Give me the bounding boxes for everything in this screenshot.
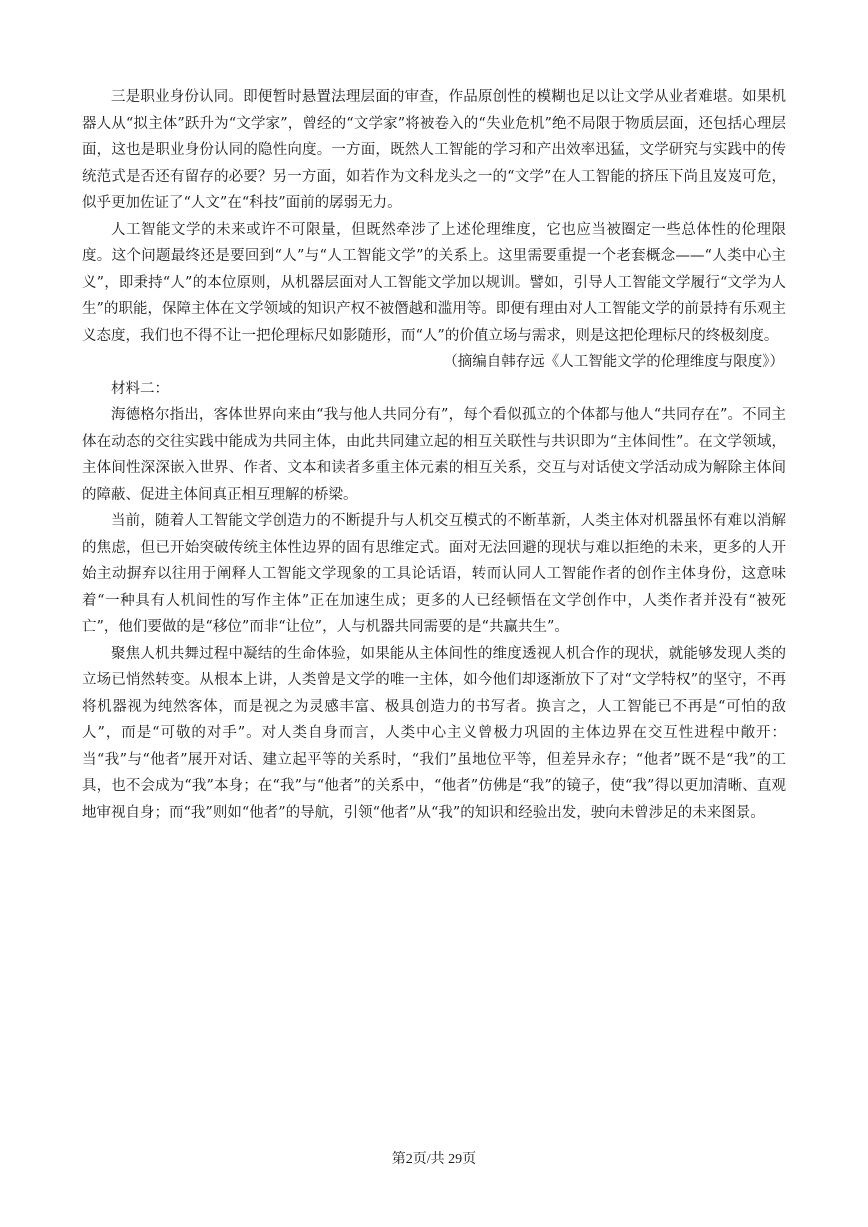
article-body bbox=[82, 84, 786, 826]
paragraph-ethical-limits: 人工智能文学的未来或许不可限量，但既然牵涉了上述伦理维度，它也应当被圈定一些总体性的伦理限度。这个问题最终还是要回到“人”与“人工智能文学”的关系上。这里需要重提一个老套概念——“人类中心主义”，即秉持“人”的本位原则，从机器层面对人工智能文学加以规训。譬如，引导人工智能文学履行“文学为人生”的职能，保障主体在文学领域的知识产权不被僭越和滥用等。即便有理由对人工智能文学的前景持有乐观主义态度，我们也不得不让一把伦理标尺如影随形，而“人”的价值立场与需求，则是这把伦理标尺的终极刻度。 bbox=[82, 221, 786, 344]
page-number: 第2页/共 29页 bbox=[391, 1152, 477, 1167]
paragraph-intersubjectivity: 海德格尔指出，客体世界向来由“我与他人共同分有”，每个看似孤立的个体都与他人“共同存在”。不同主体在动态的交往实践中能成为共同主体，由此共同建立起的相互关联性与共识即为“主体间性”。在文学领域，主体间性深深嵌入世界、作者、文本和读者多重主体元素的相互关系，交互与对话使文学活动成为解除主体间的障蔽、促进主体间真正相互理解的桥梁。 bbox=[82, 407, 786, 503]
paragraph-human-stance-shift: 聚焦人机共舞过程中凝结的生命体验，如果能从主体间性的维度透视人机合作的现状，就能够发现人类的立场已悄然转变。从根本上讲，人类曾是文学的唯一主体，如今他们却逐渐放下了对“文学特权”的坚守，不再将机器视为纯然客体，而是视之为灵感丰富、极具创造力的书写者。换言之，人工智能已不再是“可怕的敌人”，而是“可敬的对手”。对人类自身而言，人类中心主义曾极力巩固的主体边界在交互性进程中敞开：当“我”与“他者”展开对话、建立起平等的关系时，“我们”虽地位平等，但差异永存；“他者”既不是“我”的工具，也不会成为“我”本身；在“我”与“他者”的关系中，“他者”仿佛是“我”的镜子，使“我”得以更加清晰、直观地审视自身；而“我”则如“他者”的导航，引领“他者”从“我”的知识和经验出发，驶向未曾涉足的未来图景。 bbox=[82, 645, 786, 821]
paragraph-human-machine-interaction: 当前，随着人工智能文学创造力的不断提升与人机交互模式的不断革新，人类主体对机器虽怀有难以消解的焦虑，但已开始突破传统主体性边界的固有思维定式。面对无法回避的现状与难以拒绝的未来，更多的人开始主动摒弃以往用于阐释人工智能文学现象的工具论话语，转而认同人工智能作者的创作主体身份，这意味着“一种具有人机间性的写作主体”正在加速生成；更多的人已经顿悟在文学创作中，人类作者并没有“被死亡”，他们要做的是“移位”而非“让位”，人与机器共同需要的是“共赢共生”。 bbox=[82, 513, 786, 635]
material-two-heading: 材料二： bbox=[111, 380, 169, 397]
paragraph-occupational-identity: 三是职业身份认同。即便暂时悬置法理层面的审查，作品原创性的模糊也足以让文学从业者难堪。如果机器人从“拟主体”跃升为“文学家”，曾经的“文学家”将被卷入的“失业危机”绝不局限于物质层面，还包括心理层面，这也是职业身份认同的隐性向度。一方面，既然人工智能的学习和产出效率迅猛，文学研究与实践中的传统范式是否还有留存的必要？另一方面，如若作为文科龙头之一的“文学”在人工智能的挤压下尚且岌岌可危，似乎更加佐证了“人文”在“科技”面前的孱弱无力。 bbox=[82, 89, 786, 211]
source-citation: （摘编自韩存远《人工智能文学的伦理维度与限度》） bbox=[443, 354, 784, 370]
